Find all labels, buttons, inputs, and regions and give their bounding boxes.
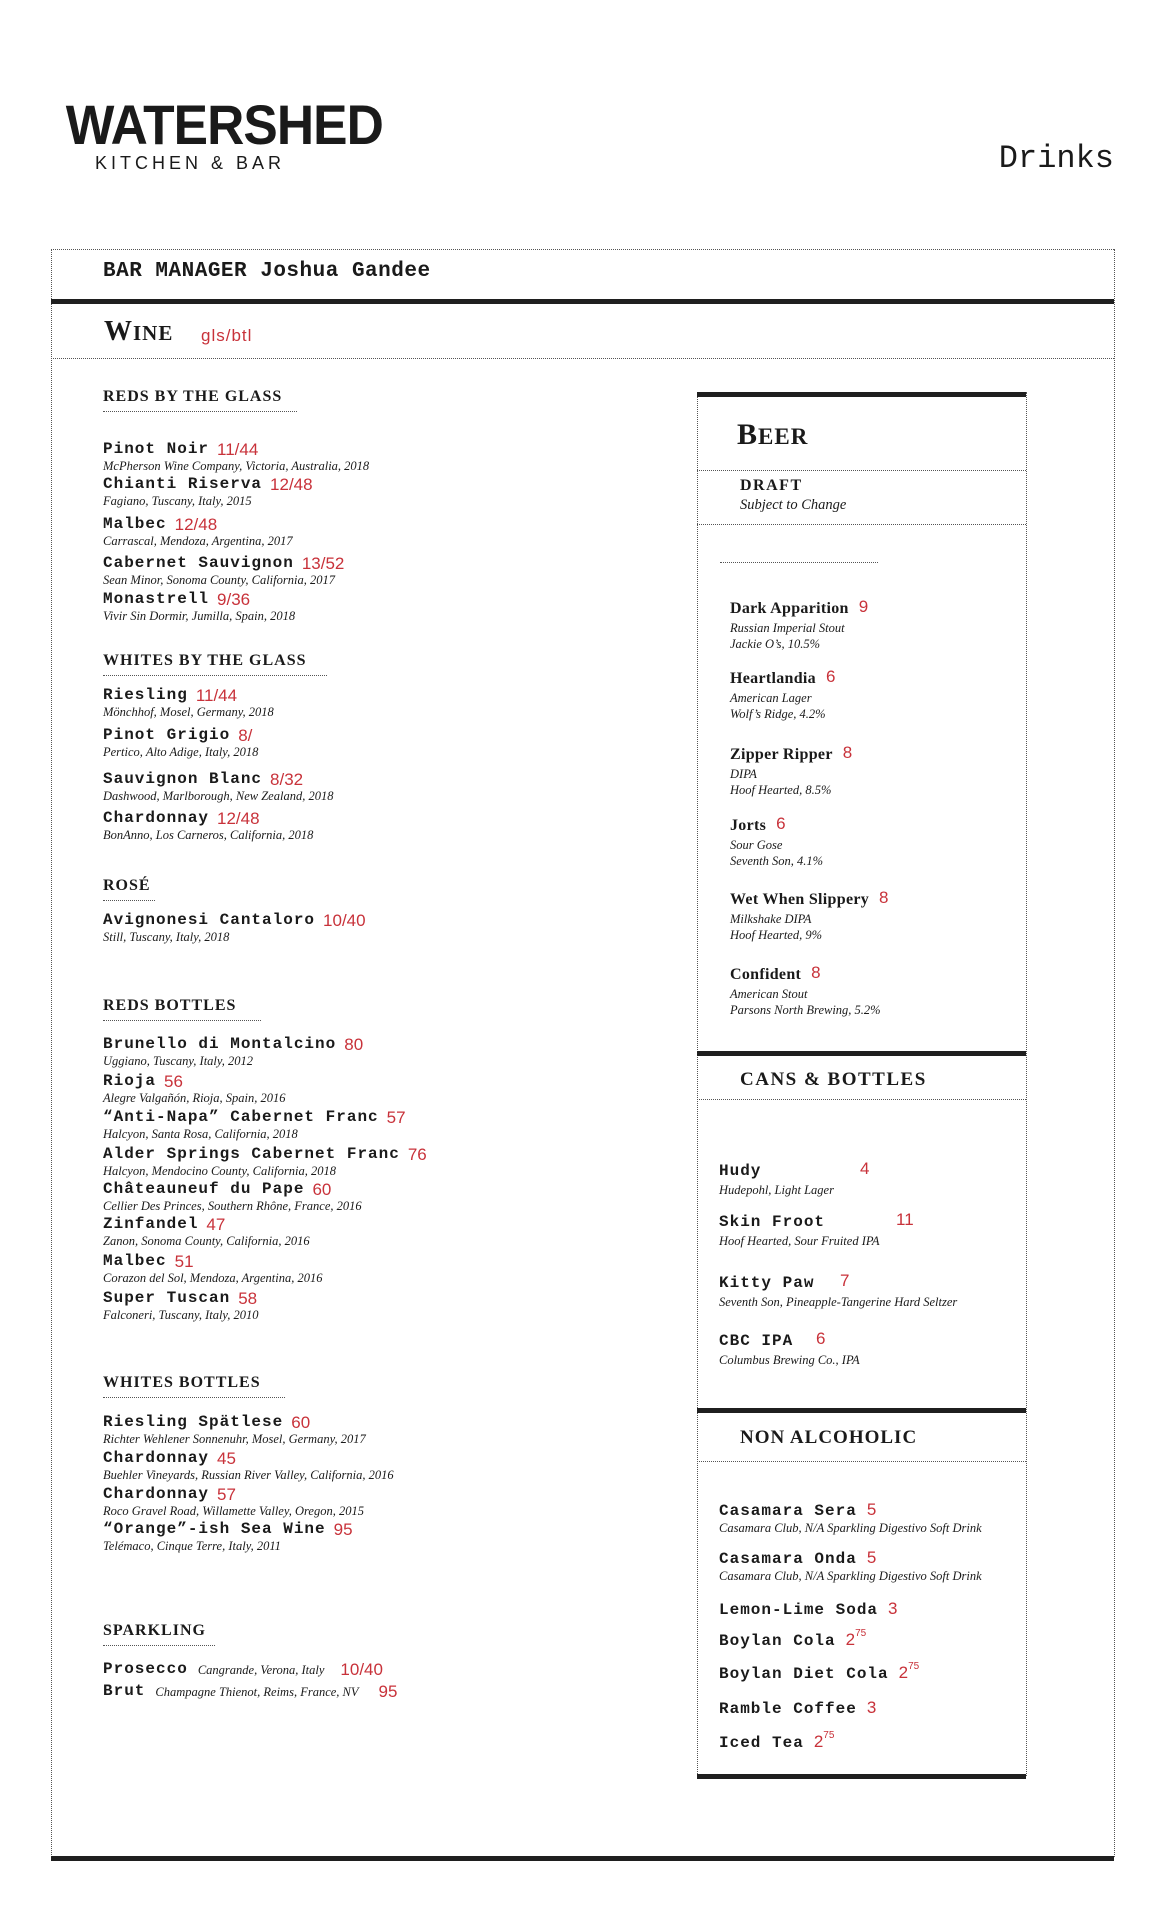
wine-item-name: Monastrell	[103, 590, 210, 608]
gls-btl-label: gls/btl	[201, 326, 253, 345]
logo-sub-text: KITCHEN & BAR	[94, 153, 286, 173]
wine-item-desc: Telémaco, Cinque Terre, Italy, 2011	[103, 1539, 281, 1553]
price-superscript: 75	[855, 1628, 867, 1639]
wine-item-price: 11/44	[195, 686, 238, 705]
draft-rule	[697, 524, 1026, 525]
wine-item-price: 51	[174, 1252, 194, 1271]
wine-item-price: 80	[344, 1035, 364, 1054]
wine-item-price: 12/48	[174, 515, 218, 534]
draft-item-brewery: Seventh Son, 4.1%	[730, 854, 824, 868]
wine-heading: WINE	[104, 316, 174, 347]
can-item-price: 6	[816, 1329, 826, 1348]
wine-item-desc: Halcyon, Santa Rosa, California, 2018	[103, 1127, 298, 1141]
logo-main-text: WATERSHED	[65, 93, 383, 156]
draft-title: DRAFT	[740, 477, 803, 494]
wine-item-name: Riesling Spätlese	[103, 1413, 284, 1431]
na-item-price: $2^{75}$	[845, 1628, 867, 1649]
wine-item-price: 57	[217, 1485, 236, 1504]
wine-item-price: 11/44	[217, 440, 259, 459]
draft-item-style: Russian Imperial Stout	[730, 621, 845, 635]
na-item-name: Casamara Onda	[719, 1550, 857, 1568]
draft-item-name: Zipper Ripper	[730, 746, 833, 763]
wine-item-price: 56	[164, 1072, 183, 1091]
wine-item-desc: Uggiano, Tuscany, Italy, 2012	[103, 1054, 253, 1068]
wine-item-name: Pinot Noir	[103, 440, 210, 458]
restaurant-logo	[55, 93, 383, 174]
draft-item-brewery: Wolf’s Ridge, 4.2%	[730, 707, 826, 721]
footer-rule	[51, 1856, 1114, 1861]
wine-item-desc: Roco Gravel Road, Willamette Valley, Oregon, 2015	[103, 1504, 364, 1518]
wine-item-price: 58	[238, 1289, 258, 1308]
wine-item-price: 12/48	[270, 475, 313, 494]
na-item-name: Boylan Cola	[719, 1632, 836, 1650]
beer-heading-rule	[697, 470, 1026, 471]
wine-item-name: Chianti Riserva	[103, 475, 263, 493]
wine-item-price: 10/40	[340, 1660, 383, 1679]
na-item-desc: Casamara Club, N/A Sparkling Digestivo Soft Drink	[719, 1521, 982, 1535]
wine-item-price: 57	[386, 1108, 406, 1127]
draft-item-brewery: Jackie O’s, 10.5%	[730, 637, 821, 651]
wine-item-name: Sauvignon Blanc	[103, 770, 263, 788]
wine-item-name: Malbec	[103, 1252, 167, 1270]
wine-item-desc: Zanon, Sonoma County, California, 2016	[103, 1234, 310, 1248]
can-item-price: 4	[860, 1159, 870, 1178]
wine-item-desc: Champagne Thienot, Reims, France, NV	[155, 1685, 359, 1699]
na-item-name: Iced Tea	[719, 1734, 804, 1752]
wine-item-price: 13/52	[301, 554, 345, 573]
draft-subtitle: Subject to Change	[740, 497, 847, 513]
wine-item-name: Zinfandel	[103, 1215, 199, 1233]
draft-item-price: 9	[858, 597, 869, 616]
wine-header-rule	[51, 358, 1114, 359]
na-item-price: $2^{75}$	[898, 1661, 920, 1682]
wine-item-desc: Alegre Valgañón, Rioja, Spain, 2016	[103, 1091, 286, 1105]
wine-item-name: Avignonesi Cantaloro	[103, 911, 316, 929]
wine-item-desc: Cangrande, Verona, Italy	[197, 1663, 325, 1677]
na-item-name: Casamara Sera	[719, 1502, 857, 1520]
can-item-price: 11	[896, 1210, 914, 1229]
wine-item-name: Chardonnay	[103, 1485, 210, 1503]
draft-item-price: 6	[776, 814, 786, 833]
draft-item-name: Dark Apparition	[730, 600, 849, 617]
can-item-desc: Columbus Brewing Co., IPA	[719, 1353, 860, 1367]
draft-item-style: Sour Gose	[730, 838, 783, 852]
wine-item-price: 95	[378, 1682, 398, 1701]
wine-item-name: Chardonnay	[103, 809, 210, 827]
wine-item-desc: McPherson Wine Company, Victoria, Australia, 2018	[103, 459, 370, 473]
wine-item-price: 76	[407, 1145, 427, 1164]
draft-item-style: American Stout	[730, 987, 808, 1001]
wine-item-desc: Still, Tuscany, Italy, 2018	[103, 930, 230, 944]
wine-item-desc: Mönchhof, Mosel, Germany, 2018	[103, 705, 274, 719]
price-superscript: 75	[908, 1661, 920, 1672]
wine-item-desc: Fagiano, Tuscany, Italy, 2015	[103, 494, 252, 508]
wine-item-price: 8/	[238, 726, 253, 745]
frame-top-rule	[51, 249, 1114, 250]
price-superscript: 75	[823, 1730, 835, 1741]
draft-item-price: 8	[811, 963, 821, 982]
na-item-price: 5	[866, 1548, 877, 1567]
draft-item-price: 6	[825, 667, 836, 686]
na-title: NON ALCOHOLIC	[740, 1427, 918, 1448]
wine-item-name: Super Tuscan	[103, 1289, 231, 1307]
na-item-desc: Casamara Club, N/A Sparkling Digestivo Soft Drink	[719, 1569, 982, 1583]
can-item-name: Skin Froot	[719, 1213, 826, 1231]
na-item-name: Lemon-Lime Soda	[719, 1601, 879, 1619]
wine-item-name: Rioja	[103, 1072, 157, 1090]
wine-item-desc: Falconeri, Tuscany, Italy, 2010	[103, 1308, 259, 1322]
wine-section-title: REDS BOTTLES	[103, 997, 261, 1021]
wine-section-title: WHITES BOTTLES	[103, 1374, 285, 1398]
wine-item-price: 95	[333, 1520, 353, 1539]
draft-item-price: 8	[879, 888, 889, 907]
beer-heading: BEER	[737, 418, 809, 451]
bar-manager: BAR MANAGER Joshua Gandee	[103, 260, 431, 283]
wine-item-desc: BonAnno, Los Carneros, California, 2018	[103, 828, 314, 842]
draft-item-style: DIPA	[730, 767, 757, 781]
wine-section-title: WHITES BY THE GLASS	[103, 652, 327, 676]
wine-item-name: Malbec	[103, 515, 167, 533]
wine-item-name: Châteauneuf du Pape	[103, 1180, 305, 1198]
wine-item-price: 60	[312, 1180, 332, 1199]
wine-item-name: Brut	[103, 1682, 146, 1700]
na-item-price: 3	[888, 1599, 898, 1618]
wine-item-desc: Halcyon, Mendocino County, California, 2018	[103, 1164, 336, 1178]
na-item-price: $2^{75}$	[813, 1730, 835, 1751]
draft-item-style: American Lager	[730, 691, 812, 705]
wine-item-price: 9/36	[217, 590, 251, 609]
wine-item-desc: Vivir Sin Dormir, Jumilla, Spain, 2018	[103, 609, 296, 623]
can-item-name: Hudy	[719, 1162, 762, 1180]
cans-heading-rule	[697, 1099, 1026, 1100]
draft-item-name: Jorts	[730, 817, 767, 834]
wine-item-name: Chardonnay	[103, 1449, 210, 1467]
na-item-price: 3	[866, 1698, 877, 1717]
cans-title: CANS & BOTTLES	[740, 1069, 927, 1090]
draft-item-brewery: Hoof Hearted, 8.5%	[730, 783, 832, 797]
wine-item-name: “Orange”-ish Sea Wine	[103, 1520, 326, 1538]
na-item-name: Ramble Coffee	[719, 1700, 857, 1718]
wine-item-name: Brunello di Montalcino	[103, 1035, 337, 1053]
na-item-price: 5	[866, 1500, 877, 1519]
beer-top-rule	[697, 392, 1026, 397]
wine-item-name: Cabernet Sauvignon	[103, 554, 294, 572]
na-item-name: Boylan Diet Cola	[719, 1665, 889, 1683]
wine-item-price: 10/40	[323, 911, 366, 930]
wine-item-price: 12/48	[217, 809, 260, 828]
wine-item-desc: Dashwood, Marlborough, New Zealand, 2018	[103, 789, 334, 803]
wine-item-price: 60	[291, 1413, 311, 1432]
wine-item-price: 45	[217, 1449, 236, 1468]
draft-item-brewery: Hoof Hearted, 9%	[730, 928, 822, 942]
can-item-name: CBC IPA	[719, 1332, 794, 1350]
draft-item-brewery: Parsons North Brewing, 5.2%	[730, 1003, 881, 1017]
wine-item-desc: Corazon del Sol, Mendoza, Argentina, 2016	[103, 1271, 323, 1285]
wine-section-title: ROSÉ	[103, 877, 155, 901]
cans-top-rule	[697, 1051, 1026, 1056]
draft-short-rule	[720, 562, 878, 563]
draft-item-style: Milkshake DIPA	[730, 912, 812, 926]
na-top-rule	[697, 1408, 1026, 1413]
na-heading-rule	[697, 1461, 1026, 1462]
wine-item-desc: Richter Wehlener Sonnenuhr, Mosel, Germany, 2017	[103, 1432, 366, 1446]
can-item-price: 7	[840, 1271, 850, 1290]
wine-section-title: REDS BY THE GLASS	[103, 388, 297, 412]
can-item-name: Kitty Paw	[719, 1274, 815, 1292]
wine-item-name: Pinot Grigio	[103, 726, 231, 744]
wine-item-price: 8/32	[270, 770, 304, 789]
draft-item-name: Heartlandia	[730, 670, 816, 687]
wine-item-price: 47	[206, 1215, 226, 1234]
can-item-desc: Hudepohl, Light Lager	[719, 1183, 834, 1197]
wine-item-desc: Buehler Vineyards, Russian River Valley, California, 2016	[103, 1468, 394, 1482]
wine-item-desc: Cellier Des Princes, Southern Rhône, France, 2016	[103, 1199, 362, 1213]
wine-section-title: SPARKLING	[103, 1622, 215, 1646]
header-divider	[51, 299, 1114, 304]
can-item-desc: Seventh Son, Pineapple-Tangerine Hard Seltzer	[719, 1295, 958, 1309]
wine-item-name: Prosecco	[103, 1660, 188, 1678]
wine-item-desc: Pertico, Alto Adige, Italy, 2018	[103, 745, 259, 759]
wine-item-name: Riesling	[103, 686, 188, 704]
can-item-desc: Hoof Hearted, Sour Fruited IPA	[719, 1234, 880, 1248]
draft-item-price: 8	[842, 743, 853, 762]
wine-item-name: “Anti-Napa” Cabernet Franc	[103, 1108, 379, 1126]
draft-item-name: Wet When Slippery	[730, 891, 870, 908]
beer-bottom-rule	[697, 1774, 1026, 1779]
page-title: Drinks	[998, 140, 1114, 177]
wine-item-desc: Carrascal, Mendoza, Argentina, 2017	[103, 534, 293, 548]
wine-item-name: Alder Springs Cabernet Franc	[103, 1145, 400, 1163]
draft-item-name: Confident	[730, 966, 802, 983]
wine-item-desc: Sean Minor, Sonoma County, California, 2017	[103, 573, 335, 587]
